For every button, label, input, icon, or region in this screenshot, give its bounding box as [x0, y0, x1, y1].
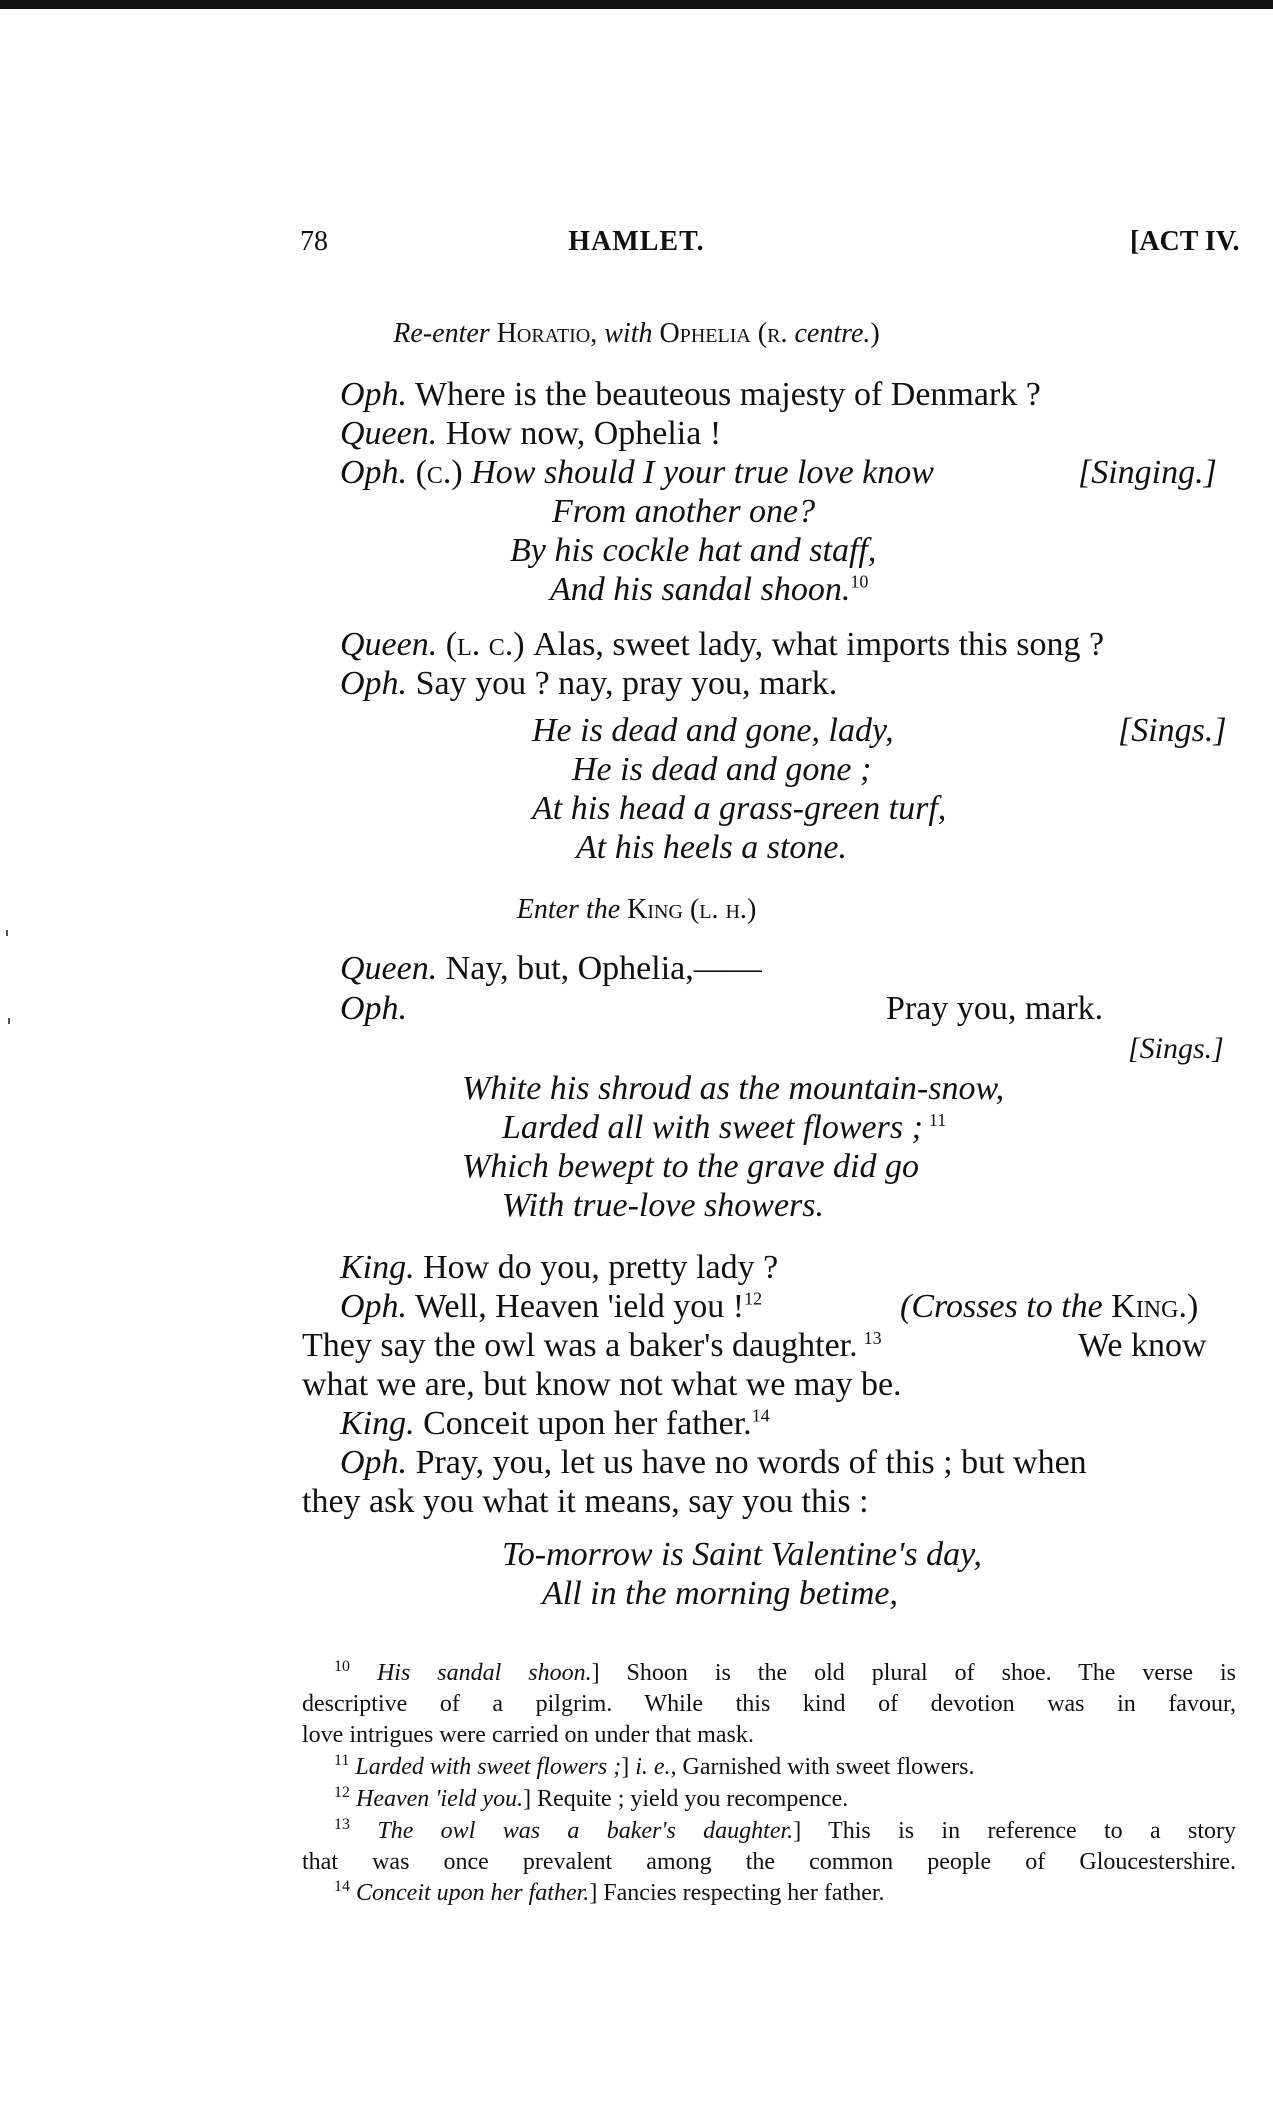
footnote-lemma: Heaven 'ield you. — [356, 1786, 524, 1812]
footnote-lemma: The owl was a baker's daughter. — [377, 1818, 794, 1844]
page-number: 78 — [300, 226, 328, 257]
footnote-lemma: Conceit upon her father. — [356, 1880, 590, 1906]
stage-direction-sings: [Sings.] — [1128, 1032, 1224, 1065]
dialogue-line — [340, 1249, 778, 1287]
note-ref: 10 — [850, 571, 869, 592]
stage-punct: ( — [682, 894, 700, 925]
stage-punct: .) — [1178, 1288, 1199, 1325]
speech: Nay, but, Ophelia,—— — [437, 950, 762, 987]
stage-punct: ( — [750, 318, 768, 349]
footnote-10 — [302, 1660, 1236, 1687]
dialogue-line — [340, 1405, 770, 1443]
speech: Well, Heaven 'ield you ! — [407, 1288, 745, 1325]
speech-continuation — [302, 1327, 882, 1365]
stage-direction-reenter — [0, 318, 1273, 350]
verse-text: Larded all with sweet flowers ; — [502, 1109, 923, 1146]
speech-continuation: what we are, but know not what we may be. — [302, 1366, 902, 1403]
speech: Alas, sweet lady, what imports this song ? — [533, 626, 1105, 663]
stage-punct: ) — [746, 894, 757, 925]
verse-line — [550, 571, 868, 609]
footnote-text: ] — [621, 1754, 636, 1780]
character-name: Horatio — [496, 318, 591, 349]
speech: Pray, you, let us have no words of this ; but when — [407, 1444, 1087, 1481]
stage-position: (c.) — [407, 454, 472, 491]
verse-line: With true-love showers. — [502, 1187, 825, 1224]
verse-line: By his cockle hat and staff, — [510, 532, 877, 569]
speech: We know — [1078, 1327, 1207, 1364]
speech: Where is the beauteous majesty of Denmark ? — [407, 376, 1041, 413]
verse-text: How should I your true love know — [471, 454, 934, 491]
speech: How do you, pretty lady ? — [414, 1249, 779, 1286]
verse-line — [502, 1109, 946, 1147]
character-name: King — [1111, 1288, 1179, 1325]
scan-speck — [8, 1018, 10, 1024]
footnote-11 — [334, 1754, 974, 1781]
footnote-10-line-2: descriptive of a pilgrim. While this kind of devotion was in favour, — [302, 1691, 1236, 1717]
footnote-text: ] Shoon is the old plural of shoe. The verse is — [591, 1660, 1237, 1686]
speaker: Oph. — [340, 990, 408, 1027]
stage-word: with — [604, 318, 653, 349]
note-ref: 12 — [744, 1288, 763, 1309]
footnote-number: 14 — [334, 1878, 350, 1895]
verse-line: At his heels a stone. — [576, 829, 848, 866]
note-ref: 11 — [928, 1109, 947, 1130]
speaker: King. — [340, 1249, 415, 1286]
speaker: Oph. — [340, 665, 408, 702]
dialogue-line — [340, 415, 721, 453]
speech: Pray you, mark. — [886, 990, 1104, 1027]
footnote-14 — [334, 1880, 885, 1907]
dialogue-line — [340, 990, 407, 1028]
note-ref: 13 — [863, 1327, 882, 1348]
verse-line: Which bewept to the grave did go — [462, 1148, 920, 1185]
speech-continuation: they ask you what it means, say you this : — [302, 1483, 869, 1520]
footnote-text: ] Requite ; yield you recompence. — [523, 1786, 849, 1812]
speaker: Queen. — [340, 626, 438, 663]
verse-line: He is dead and gone, lady, — [532, 712, 894, 749]
speech: How now, Ophelia ! — [437, 415, 722, 452]
stage-direction-enter-king — [0, 894, 1273, 926]
verse-line: All in the morning betime, — [542, 1575, 899, 1612]
scan-top-border — [0, 0, 1273, 9]
footnote-number: 10 — [334, 1658, 350, 1675]
speech: They say the owl was a baker's daughter. — [302, 1327, 858, 1364]
speaker: Oph. — [340, 376, 408, 413]
speaker: King. — [340, 1405, 415, 1442]
speech: Conceit upon her father. — [414, 1405, 752, 1442]
dialogue-line — [340, 1444, 1087, 1482]
stage-word: (Crosses to the — [900, 1288, 1103, 1325]
verse-line: He is dead and gone ; — [572, 751, 872, 788]
footnote-number: 11 — [334, 1752, 350, 1769]
stage-word: Enter the — [516, 894, 621, 925]
footnote-12 — [334, 1786, 848, 1813]
dialogue-line — [340, 950, 762, 988]
speaker: Oph. — [340, 1444, 408, 1481]
footnote-13 — [302, 1818, 1236, 1845]
dialogue-line — [340, 1288, 762, 1326]
speaker: Queen. — [340, 950, 438, 987]
note-ref: 14 — [751, 1405, 770, 1426]
act-label: [ACT IV. — [1130, 226, 1240, 257]
running-title: HAMLET. — [568, 226, 705, 257]
footnote-text: ] This is in reference to a story — [793, 1818, 1237, 1844]
stage-position: l. h. — [699, 894, 747, 925]
stage-direction-crosses — [900, 1288, 1198, 1326]
speaker: Oph. — [340, 1288, 408, 1325]
speaker: Queen. — [340, 415, 438, 452]
stage-position: (l. c.) — [437, 626, 534, 663]
footnote-text: ] Fancies respecting her father. — [589, 1880, 885, 1906]
verse-line: At his head a grass-green turf, — [532, 790, 947, 827]
dialogue-line — [340, 454, 934, 492]
stage-direction-sings: [Sings.] — [1118, 712, 1227, 749]
dialogue-line — [340, 665, 837, 703]
speaker: Oph. — [340, 454, 408, 491]
footnote-text: Garnished with sweet flowers. — [676, 1754, 975, 1780]
footnote-abbr: i. e., — [635, 1754, 677, 1780]
stage-punct: ) — [870, 318, 880, 349]
stage-position: r. — [767, 318, 788, 349]
verse-text: And his sandal shoon. — [550, 571, 851, 608]
footnote-10-line-3: love intrigues were carried on under that mask. — [302, 1722, 754, 1748]
scan-speck — [6, 930, 8, 936]
speech: Say you ? nay, pray you, mark. — [407, 665, 838, 702]
stage-punct: , — [590, 318, 605, 349]
verse-line: From another one? — [552, 493, 816, 530]
footnote-lemma: Larded with sweet flowers ; — [355, 1754, 622, 1780]
verse-line: White his shroud as the mountain-snow, — [462, 1070, 1005, 1107]
character-name: King — [627, 894, 683, 925]
stage-word: centre. — [794, 318, 871, 349]
stage-direction-singing: [Singing.] — [1078, 454, 1217, 491]
footnote-number: 13 — [334, 1816, 350, 1833]
footnote-number: 12 — [334, 1784, 350, 1801]
verse-line: To-morrow is Saint Valentine's day, — [502, 1536, 982, 1573]
stage-word: Re-enter — [393, 318, 490, 349]
character-name: Ophelia — [659, 318, 751, 349]
dialogue-line — [340, 376, 1041, 414]
dialogue-line — [340, 626, 1104, 664]
footnote-13-line-2: that was once prevalent among the common people of Gloucestershire. — [302, 1849, 1236, 1875]
footnote-lemma: His sandal shoon. — [376, 1660, 592, 1686]
